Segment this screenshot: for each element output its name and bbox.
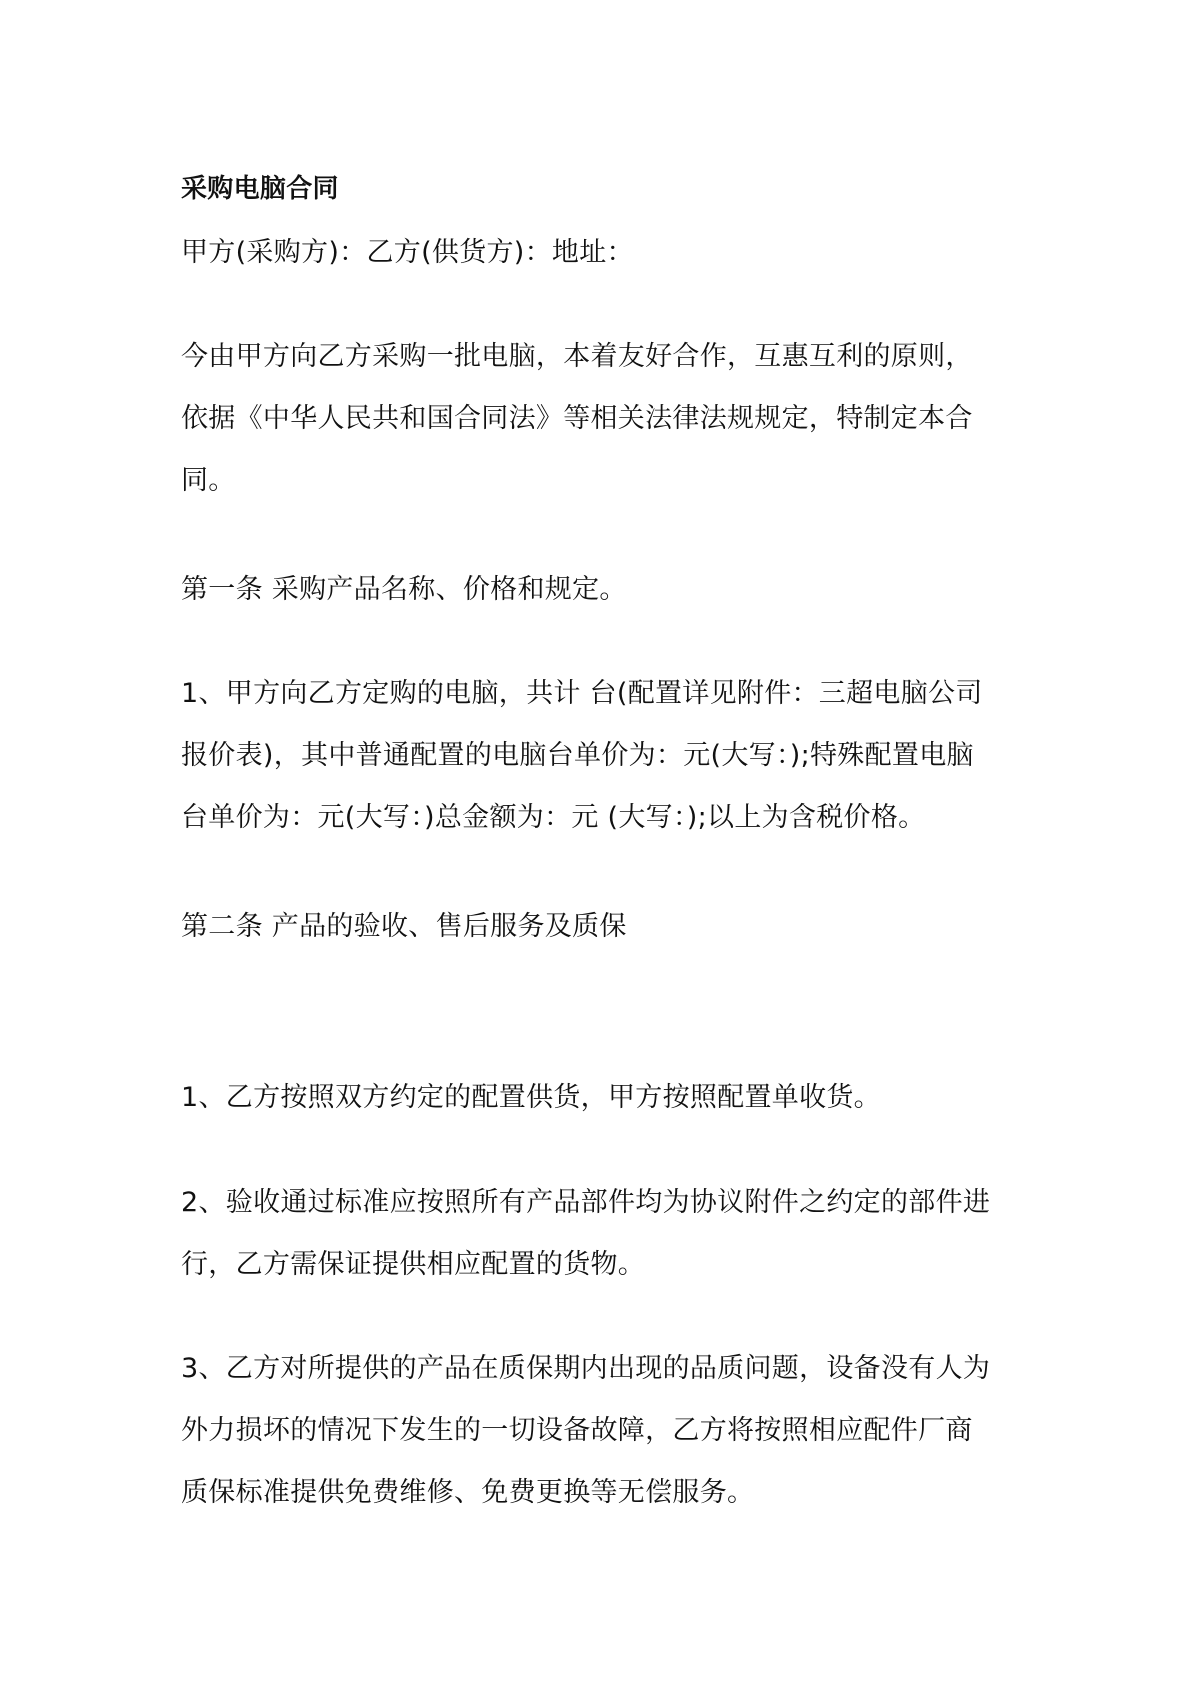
parties-line: 甲方(采购方)：乙方(供货方)：地址： [181,237,634,268]
article-2-item-3-line-1: 3、乙方对所提供的产品在质保期内出现的品质问题，设备没有人为 [181,1353,991,1384]
preamble-line-1: 今由甲方向乙方采购一批电脑，本着友好合作，互惠互利的原则， [181,341,973,372]
article-1-item-1-line-2: 报价表)，其中普通配置的电脑台单价为：元(大写：);特殊配置电脑 [181,740,974,771]
article-2-item-3-line-3: 质保标准提供免费维修、免费更换等无偿服务。 [181,1477,755,1508]
preamble-line-3: 同。 [181,465,236,496]
article-2-item-2-line-1: 2、验收通过标准应按照所有产品部件均为协议附件之约定的部件进 [181,1187,991,1218]
article-2-item-1-line-1: 1、乙方按照双方约定的配置供货，甲方按照配置单收货。 [181,1082,881,1113]
article-2-heading: 第二条 产品的验收、售后服务及质保 [181,911,627,942]
article-1-item-1-line-1: 1、甲方向乙方定购的电脑，共计 台(配置详见附件：三超电脑公司 [181,678,983,709]
document-title: 采购电脑合同 [181,174,339,204]
article-1-heading: 第一条 采购产品名称、价格和规定。 [181,574,627,605]
article-1-item-1-line-3: 台单价为：元(大写：)总金额为：元 (大写：);以上为含税价格。 [181,802,926,833]
article-2-item-3-line-2: 外力损坏的情况下发生的一切设备故障，乙方将按照相应配件厂商 [181,1415,973,1446]
preamble-line-2: 依据《中华人民共和国合同法》等相关法律法规规定，特制定本合 [181,403,973,434]
article-2-item-2-line-2: 行，乙方需保证提供相应配置的货物。 [181,1249,646,1280]
